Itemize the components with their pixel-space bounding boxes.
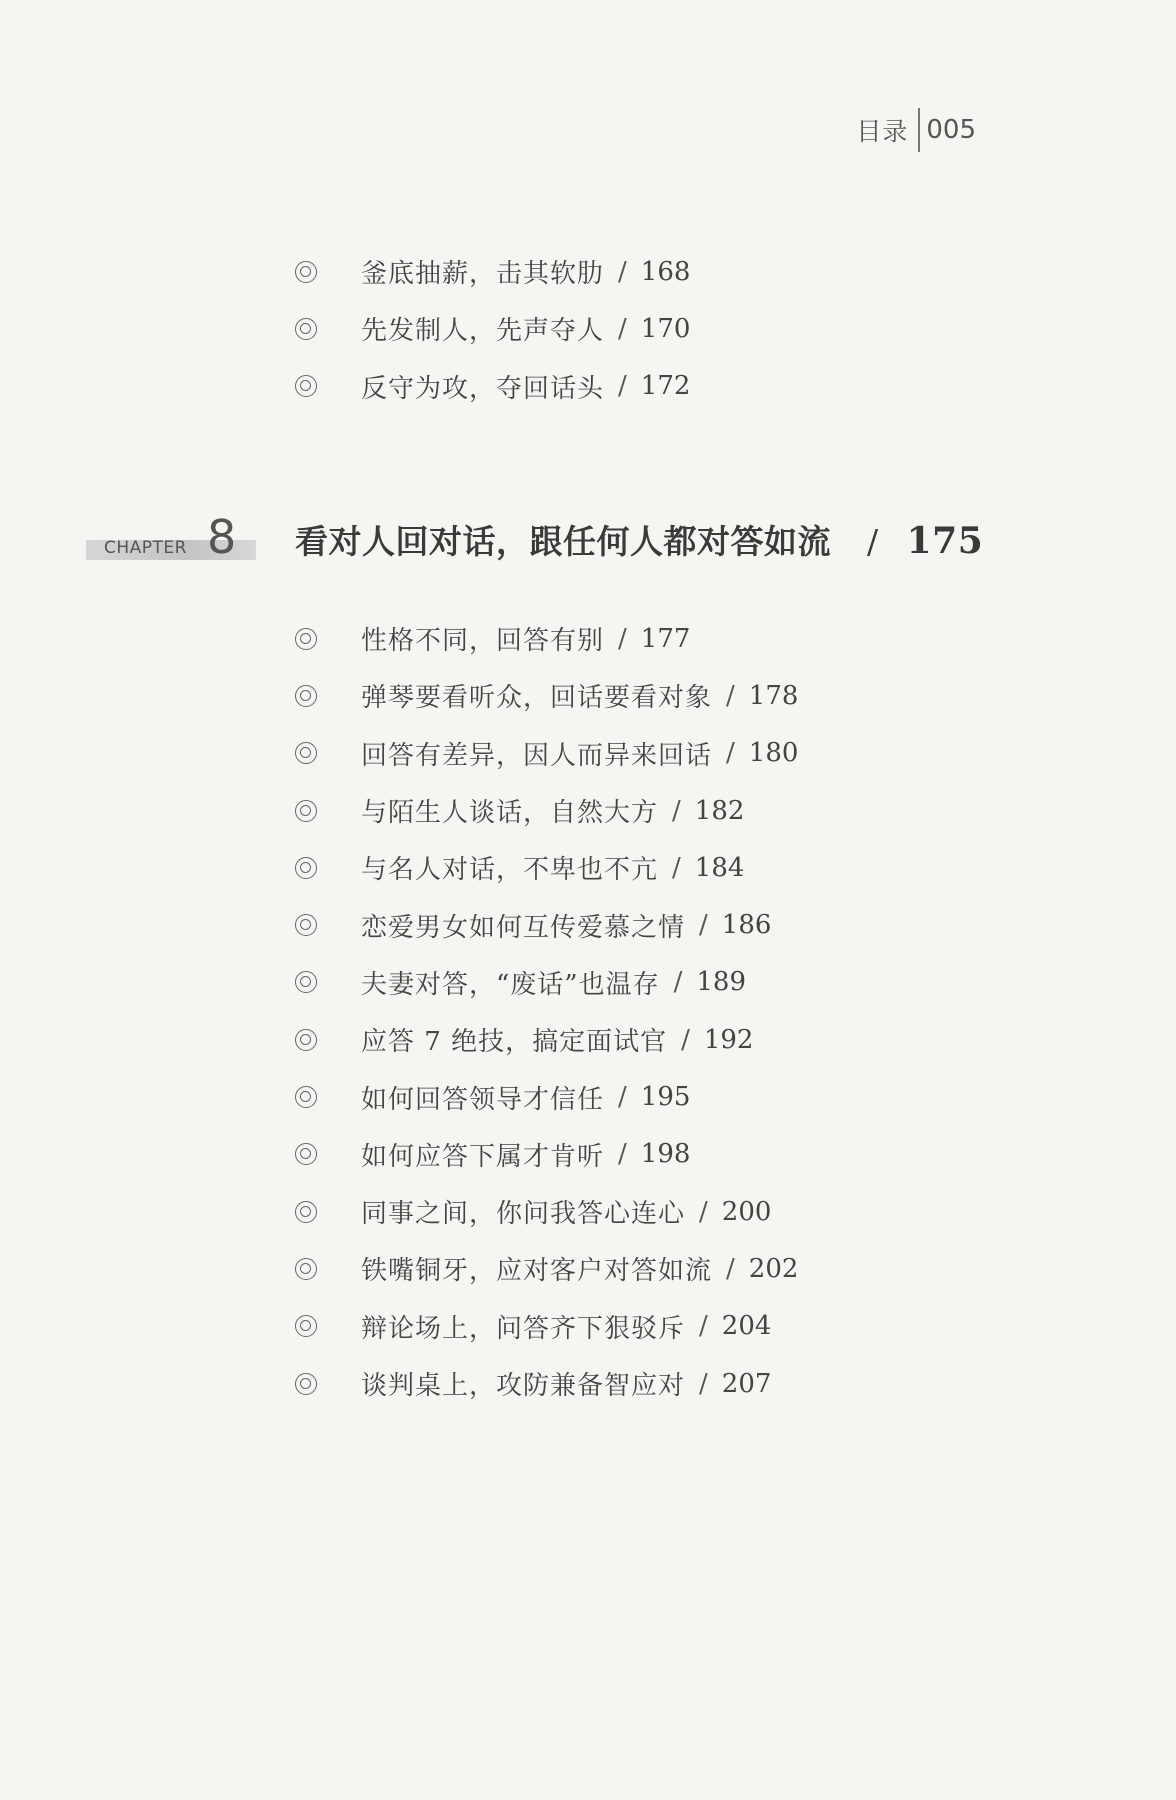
toc-entry[interactable]: [295, 358, 690, 415]
toc-entry-title: 回答有差异，因人而异来回话: [361, 740, 713, 771]
toc-entry-page: 170: [640, 313, 691, 344]
toc-entry-title: 与陌生人谈话，自然大方: [361, 798, 659, 829]
toc-entry-title: 谈判桌上，攻防兼备智应对: [361, 1371, 686, 1401]
toc-entry[interactable]: [295, 839, 798, 896]
running-head: [856, 108, 976, 152]
toc-entry-page: 182: [694, 795, 745, 826]
toc-entry-title: 性格不同，回答有别: [361, 626, 605, 657]
toc-list-chapter-8: [295, 610, 798, 1412]
toc-entry-page: 192: [703, 1024, 754, 1055]
chapter-title: 看对人回对话，跟任何人都对答如流: [295, 522, 831, 561]
chapter-title-line: [295, 516, 983, 563]
toc-entry-separator: /: [699, 1368, 708, 1399]
toc-entry-page: 189: [696, 967, 746, 998]
chapter-heading[interactable]: [0, 512, 1176, 572]
toc-entry-page: 198: [640, 1139, 691, 1170]
toc-entry-separator: /: [618, 1082, 627, 1113]
toc-entry-separator: /: [618, 313, 627, 344]
toc-entry[interactable]: [295, 667, 798, 724]
toc-list-previous-chapter: [295, 243, 690, 415]
toc-entry-page: 178: [748, 680, 799, 711]
toc-entry-title: 与名人对话，不卑也不亢: [361, 855, 659, 886]
toc-entry-separator: /: [672, 852, 681, 883]
toc-entry-separator: /: [699, 1196, 708, 1227]
toc-entry-page: 204: [721, 1311, 772, 1342]
toc-entry[interactable]: [295, 243, 690, 300]
toc-entry-title: 辩论场上，问答齐下狠驳斥: [361, 1313, 686, 1344]
toc-entry[interactable]: [295, 954, 798, 1011]
double-circle-bullet-icon: [295, 800, 317, 822]
toc-entry-separator: /: [726, 680, 735, 711]
double-circle-bullet-icon: [295, 1143, 317, 1165]
toc-entry-title: 如何应答下属才肯听: [361, 1141, 605, 1172]
toc-entry[interactable]: [295, 610, 798, 667]
toc-entry-separator: /: [726, 738, 735, 769]
chapter-label: CHAPTER: [104, 538, 187, 558]
running-head-title: 目录: [856, 117, 909, 146]
double-circle-bullet-icon: [295, 261, 317, 283]
double-circle-bullet-icon: [295, 685, 317, 707]
toc-entry-page: 172: [640, 371, 691, 402]
double-circle-bullet-icon: [295, 1258, 317, 1280]
toc-entry-separator: /: [672, 795, 681, 826]
toc-entry-separator: /: [726, 1253, 735, 1284]
double-circle-bullet-icon: [295, 1373, 317, 1395]
double-circle-bullet-icon: [295, 1086, 317, 1108]
toc-entry-title: 如何回答领导才信任: [361, 1084, 605, 1115]
toc-entry-page: 184: [694, 852, 745, 883]
toc-entry[interactable]: [295, 725, 798, 782]
toc-entry[interactable]: [295, 782, 798, 839]
double-circle-bullet-icon: [295, 1315, 317, 1337]
chapter-page: 175: [906, 520, 984, 562]
running-head-page-number: 005: [926, 115, 976, 145]
chapter-separator: /: [867, 522, 879, 561]
double-circle-bullet-icon: [295, 375, 317, 397]
double-circle-bullet-icon: [295, 628, 317, 650]
double-circle-bullet-icon: [295, 971, 317, 993]
toc-entry-title: 夫妻对答，“废话”也温存: [361, 969, 660, 1000]
toc-entry-separator: /: [699, 910, 708, 941]
toc-entry[interactable]: [295, 896, 798, 953]
chapter-number: 8: [207, 510, 237, 564]
toc-entry-separator: /: [673, 967, 683, 998]
toc-entry-separator: /: [681, 1024, 690, 1055]
toc-entry[interactable]: [295, 1011, 798, 1068]
toc-entry[interactable]: [295, 1240, 798, 1297]
toc-entry-title: 弹琴要看听众，回话要看对象: [361, 683, 713, 714]
toc-entry-page: 200: [721, 1196, 772, 1227]
toc-entry-separator: /: [618, 256, 627, 287]
toc-entry-separator: /: [618, 1139, 627, 1170]
toc-entry[interactable]: [295, 1068, 798, 1125]
double-circle-bullet-icon: [295, 1029, 317, 1051]
double-circle-bullet-icon: [295, 914, 317, 936]
toc-entry-title: 先发制人，先声夺人: [361, 316, 605, 347]
double-circle-bullet-icon: [295, 318, 317, 340]
double-circle-bullet-icon: [295, 857, 317, 879]
toc-entry-page: 168: [640, 256, 691, 287]
toc-entry-title: 恋爱男女如何互传爱慕之情: [361, 912, 686, 943]
toc-entry[interactable]: [295, 1183, 798, 1240]
toc-entry-page: 195: [640, 1082, 691, 1113]
toc-entry-separator: /: [618, 371, 627, 402]
toc-entry-separator: /: [618, 623, 627, 654]
toc-entry-title: 釜底抽薪，击其软肋: [361, 259, 605, 290]
toc-entry-separator: /: [699, 1311, 708, 1342]
toc-entry-title: 铁嘴铜牙，应对客户对答如流: [361, 1256, 713, 1287]
running-head-divider: [918, 108, 920, 152]
toc-entry-title: 应答 7 绝技，搞定面试官: [361, 1027, 668, 1058]
toc-entry-title: 反守为攻，夺回话头: [361, 373, 605, 404]
toc-entry[interactable]: [295, 1126, 798, 1183]
toc-entry[interactable]: [295, 300, 690, 357]
toc-entry-page: 207: [721, 1368, 772, 1399]
double-circle-bullet-icon: [295, 1201, 317, 1223]
toc-entry-page: 186: [721, 910, 772, 941]
double-circle-bullet-icon: [295, 742, 317, 764]
toc-entry-title: 同事之间，你问我答心连心: [361, 1199, 686, 1230]
toc-entry[interactable]: [295, 1298, 798, 1355]
toc-entry[interactable]: [295, 1355, 798, 1412]
toc-entry-page: 180: [748, 738, 799, 769]
toc-entry-page: 202: [748, 1253, 799, 1284]
toc-entry-page: 177: [640, 623, 691, 654]
